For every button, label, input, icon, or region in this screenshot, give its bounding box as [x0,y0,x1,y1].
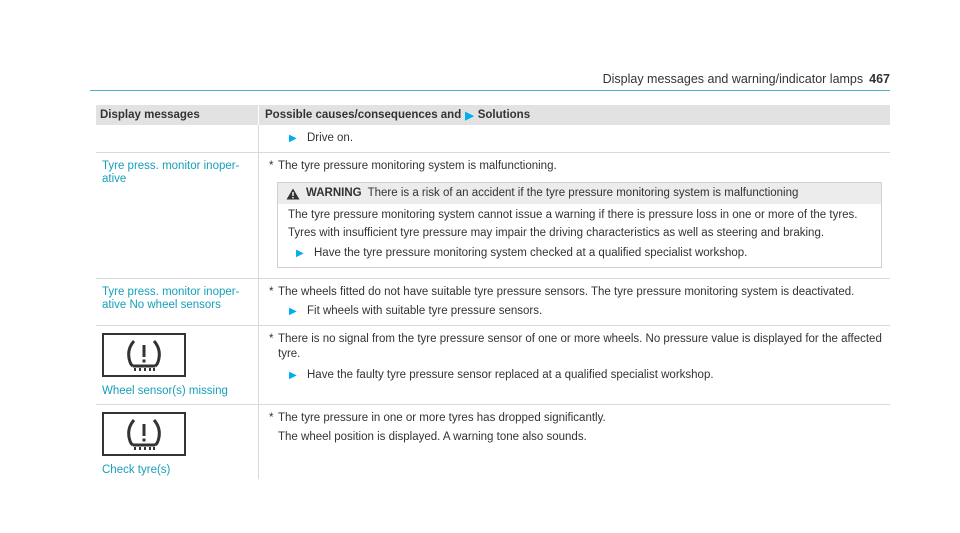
warning-headline: There is a risk of an accident if the tyre pressure monitoring system is malfunctioning [367,187,799,199]
cause-line: * The wheels fitted do not have suitable tyre pressure sensors. The tyre pressure monitoring system is deactivated. [269,286,855,298]
tyre-pressure-warning-icon [102,333,186,377]
solution-cell [258,153,890,278]
message-text: Wheel sensor(s) missing [102,385,228,397]
warning-header [278,183,881,204]
message-cell [96,326,258,404]
solution-cell [258,125,890,152]
display-messages-table [96,105,890,483]
cause-line: * The tyre pressure in one or more tyres has dropped significantly. [269,412,606,424]
message-cell [96,125,258,152]
solution-step: ▶ Have the faulty tyre pressure sensor replaced at a qualified specialist workshop. [289,369,714,381]
warning-box [277,182,882,268]
warning-body [278,204,881,267]
table-row [96,125,890,153]
solution-step: ▶ Have the tyre pressure monitoring system checked at a qualified specialist workshop. [296,247,748,259]
col-header-display-messages: Display messages [100,109,200,121]
cause-line: The wheel position is displayed. A warning tone also sounds. [278,431,587,443]
message-cell: Tyre press. monitor inoper- ative No wheel sensors [102,286,240,311]
play-arrow-icon: ▶ [296,248,304,259]
table-row [96,405,890,483]
message-text: Check tyre(s) [102,464,171,476]
page-header [603,72,890,86]
section-title: Display messages and warning/indicator lamps [602,72,864,86]
warning-triangle-icon [286,188,300,200]
cause-line: * There is no signal from the tyre pressure sensor of one or more wheels. No pressure value is displayed for the affected tyre. [269,333,882,360]
warning-title: WARNING [306,187,362,199]
tyre-pressure-warning-icon [102,412,186,456]
page-number: 467 [869,72,890,86]
table-header [96,105,890,125]
play-arrow-icon: ▶ [289,133,297,144]
warning-text: Tyres with insufficient tyre pressure may impair the driving characteristics as well as steering and braking. [288,227,825,239]
cause-line: * The tyre pressure monitoring system is malfunctioning. [269,160,557,172]
play-arrow-icon: ▶ [289,370,297,381]
warning-text: The tyre pressure monitoring system cannot issue a warning if there is pressure loss in one or more of the tyres. [288,209,858,221]
solution-cell [258,279,890,325]
solution-cell [258,405,890,479]
message-cell [96,405,258,483]
table-row [96,279,890,326]
play-arrow-icon: ▶ [289,306,297,317]
play-arrow-icon: ▶ [465,109,474,122]
solution-step: ▶ Drive on. [289,132,354,144]
solution-step: ▶ Fit wheels with suitable tyre pressure sensors. [289,305,543,317]
solution-cell [258,326,890,404]
header-rule [90,90,890,91]
message-cell: Tyre press. monitor inoper- ative [102,160,240,185]
table-row [96,326,890,405]
table-row [96,153,890,279]
col-header-causes-solutions: Possible causes/consequences and ▶ Solutions [258,105,890,125]
